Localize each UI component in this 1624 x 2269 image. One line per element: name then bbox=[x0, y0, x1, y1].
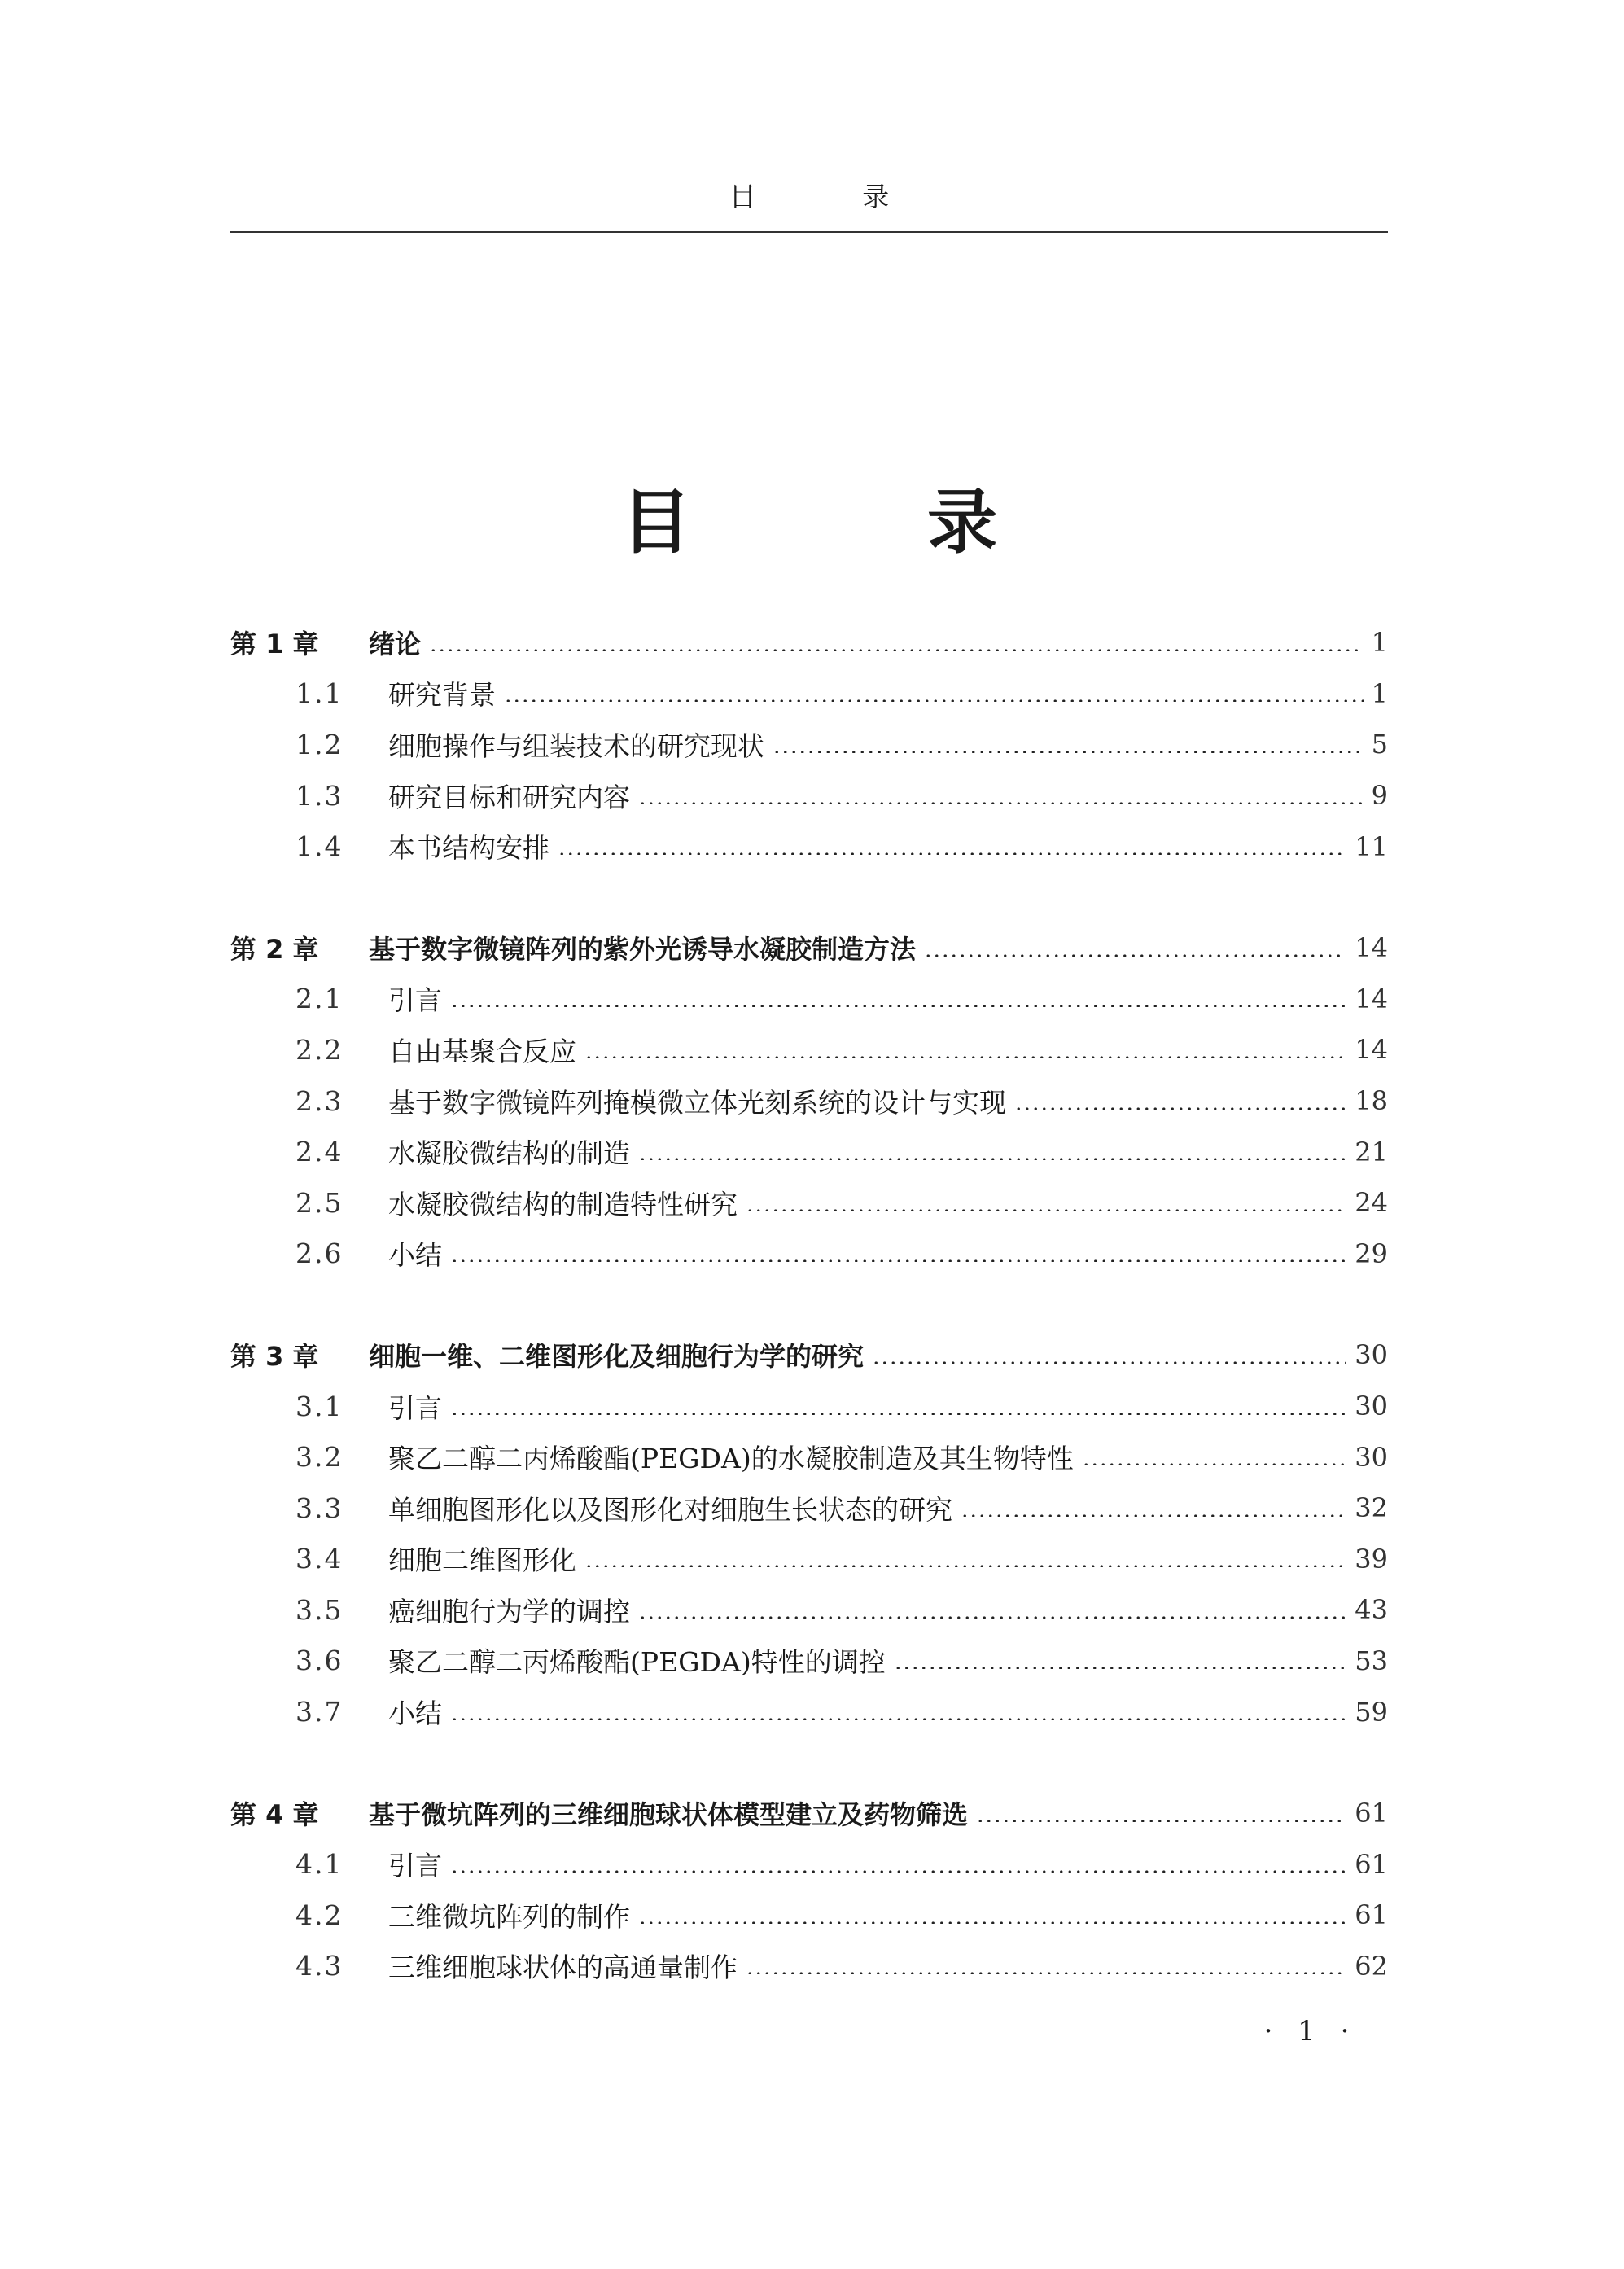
dot-leader bbox=[584, 1565, 1346, 1567]
dot-leader bbox=[638, 1616, 1346, 1619]
table-of-contents bbox=[230, 617, 1388, 1991]
chapter-title: 基于数字微镜阵列的紫外光诱导水凝胶制造方法 bbox=[369, 934, 917, 966]
dot-leader bbox=[924, 954, 1346, 957]
section-number: 3.3 bbox=[295, 1491, 344, 1524]
toc-section-entry[interactable] bbox=[230, 1075, 1388, 1127]
section-page-number: 1 bbox=[1371, 677, 1388, 709]
section-title: 本书结构安排 bbox=[388, 832, 549, 865]
chapter-spacer bbox=[230, 1279, 1388, 1329]
toc-section-entry[interactable] bbox=[230, 1177, 1388, 1229]
chapter-number: 第 1 章 bbox=[230, 629, 319, 660]
chapter-number: 第 2 章 bbox=[230, 934, 319, 966]
section-title: 研究背景 bbox=[388, 679, 496, 712]
page-number: · 1 · bbox=[1263, 2015, 1358, 2048]
section-page-number: 5 bbox=[1371, 729, 1388, 760]
section-page-number: 61 bbox=[1355, 1848, 1388, 1880]
chapter-number: 第 3 章 bbox=[230, 1341, 319, 1373]
section-number: 2.3 bbox=[295, 1084, 344, 1117]
dot-leader bbox=[450, 1718, 1346, 1720]
dot-leader bbox=[450, 1870, 1346, 1873]
section-page-number: 11 bbox=[1355, 830, 1388, 862]
section-number: 1.4 bbox=[295, 830, 344, 863]
toc-section-entry[interactable] bbox=[230, 1584, 1388, 1636]
section-page-number: 61 bbox=[1355, 1899, 1388, 1931]
section-number: 3.6 bbox=[295, 1645, 344, 1677]
section-title: 单细胞图形化以及图形化对细胞生长状态的研究 bbox=[388, 1493, 952, 1526]
chapter-page-number: 30 bbox=[1355, 1339, 1388, 1371]
page-title: 目 录 bbox=[621, 482, 1103, 563]
section-number: 3.1 bbox=[295, 1390, 344, 1422]
section-title: 聚乙二醇二丙烯酸酯(PEGDA)的水凝胶制造及其生物特性 bbox=[388, 1443, 1074, 1475]
section-page-number: 29 bbox=[1355, 1237, 1388, 1269]
section-title: 引言 bbox=[388, 1850, 442, 1882]
dot-leader bbox=[584, 1056, 1346, 1058]
dot-leader bbox=[558, 852, 1346, 855]
dot-leader bbox=[638, 1158, 1346, 1160]
toc-section-entry[interactable] bbox=[230, 1686, 1388, 1737]
dot-leader bbox=[1082, 1463, 1347, 1465]
section-number: 1.3 bbox=[295, 779, 344, 812]
section-title: 引言 bbox=[388, 1391, 442, 1424]
chapter-title: 细胞一维、二维图形化及细胞行为学的研究 bbox=[369, 1341, 865, 1373]
dot-leader bbox=[450, 1259, 1346, 1262]
toc-chapter-entry[interactable] bbox=[230, 617, 1388, 668]
toc-section-entry[interactable] bbox=[230, 1431, 1388, 1483]
section-number: 2.6 bbox=[295, 1237, 344, 1270]
section-title: 水凝胶微结构的制造 bbox=[388, 1137, 630, 1170]
chapter-title: 基于微坑阵列的三维细胞球状体模型建立及药物筛选 bbox=[369, 1799, 969, 1831]
toc-section-entry[interactable] bbox=[230, 668, 1388, 720]
section-page-number: 14 bbox=[1355, 1034, 1388, 1066]
toc-section-entry[interactable] bbox=[230, 1838, 1388, 1890]
header-rule bbox=[230, 231, 1388, 233]
running-header: 目 录 bbox=[729, 181, 939, 212]
section-number: 4.2 bbox=[295, 1899, 344, 1931]
toc-section-entry[interactable] bbox=[230, 719, 1388, 770]
toc-section-entry[interactable] bbox=[230, 1534, 1388, 1585]
section-page-number: 24 bbox=[1355, 1187, 1388, 1219]
chapter-page-number: 61 bbox=[1355, 1798, 1388, 1829]
section-number: 1.2 bbox=[295, 728, 344, 760]
section-number: 2.5 bbox=[295, 1186, 344, 1219]
toc-section-entry[interactable] bbox=[230, 1229, 1388, 1280]
chapter-number: 第 4 章 bbox=[230, 1799, 319, 1831]
toc-chapter-entry[interactable] bbox=[230, 1788, 1388, 1839]
section-number: 3.5 bbox=[295, 1593, 344, 1626]
dot-leader bbox=[638, 802, 1364, 804]
chapter-page-number: 14 bbox=[1355, 932, 1388, 964]
dot-leader bbox=[450, 1413, 1346, 1415]
toc-section-entry[interactable] bbox=[230, 1941, 1388, 1992]
section-title: 细胞二维图形化 bbox=[388, 1544, 576, 1577]
toc-section-entry[interactable] bbox=[230, 1483, 1388, 1534]
section-page-number: 59 bbox=[1355, 1696, 1388, 1728]
section-page-number: 21 bbox=[1355, 1136, 1388, 1167]
chapter-page-number: 1 bbox=[1371, 627, 1388, 659]
section-title: 基于数字微镜阵列掩模微立体光刻系统的设计与实现 bbox=[388, 1086, 1006, 1119]
section-title: 细胞操作与组装技术的研究现状 bbox=[388, 729, 764, 762]
section-number: 2.4 bbox=[295, 1136, 344, 1168]
dot-leader bbox=[773, 751, 1364, 753]
section-page-number: 39 bbox=[1355, 1543, 1388, 1575]
dot-leader bbox=[504, 699, 1364, 702]
section-title: 小结 bbox=[388, 1239, 442, 1272]
section-number: 4.1 bbox=[295, 1848, 344, 1881]
section-number: 2.1 bbox=[295, 983, 344, 1015]
chapter-spacer bbox=[230, 872, 1388, 922]
section-title: 自由基聚合反应 bbox=[388, 1035, 576, 1067]
chapter-spacer bbox=[230, 1737, 1388, 1788]
section-number: 4.3 bbox=[295, 1950, 344, 1982]
section-title: 三维细胞球状体的高通量制作 bbox=[388, 1951, 738, 1984]
toc-section-entry[interactable] bbox=[230, 1636, 1388, 1687]
section-page-number: 43 bbox=[1355, 1594, 1388, 1626]
toc-chapter-entry[interactable] bbox=[230, 1329, 1388, 1381]
dot-leader bbox=[961, 1514, 1346, 1517]
section-number: 1.1 bbox=[295, 677, 344, 710]
section-page-number: 30 bbox=[1355, 1441, 1388, 1473]
section-page-number: 14 bbox=[1355, 983, 1388, 1014]
section-page-number: 18 bbox=[1355, 1085, 1388, 1117]
toc-section-entry[interactable] bbox=[230, 1381, 1388, 1432]
toc-chapter-entry[interactable] bbox=[230, 922, 1388, 974]
toc-section-entry[interactable] bbox=[230, 974, 1388, 1025]
chapter-title: 绪论 bbox=[369, 629, 422, 660]
dot-leader bbox=[894, 1667, 1347, 1669]
section-page-number: 9 bbox=[1371, 780, 1388, 812]
section-number: 3.7 bbox=[295, 1696, 344, 1728]
section-number: 2.2 bbox=[295, 1033, 344, 1066]
section-title: 引言 bbox=[388, 984, 442, 1017]
section-title: 三维微坑阵列的制作 bbox=[388, 1900, 630, 1933]
section-title: 聚乙二醇二丙烯酸酯(PEGDA)特性的调控 bbox=[388, 1646, 886, 1679]
toc-section-entry[interactable] bbox=[230, 1024, 1388, 1075]
toc-section-entry[interactable] bbox=[230, 1126, 1388, 1177]
toc-section-entry[interactable] bbox=[230, 770, 1388, 821]
section-number: 3.4 bbox=[295, 1543, 344, 1575]
dot-leader bbox=[1014, 1107, 1346, 1110]
section-title: 研究目标和研究内容 bbox=[388, 781, 630, 813]
section-page-number: 53 bbox=[1355, 1645, 1388, 1676]
section-title: 小结 bbox=[388, 1697, 442, 1730]
dot-leader bbox=[746, 1972, 1346, 1974]
dot-leader bbox=[976, 1820, 1346, 1822]
section-title: 癌细胞行为学的调控 bbox=[388, 1595, 630, 1627]
section-title: 水凝胶微结构的制造特性研究 bbox=[388, 1188, 738, 1220]
section-page-number: 32 bbox=[1355, 1492, 1388, 1524]
toc-section-entry[interactable] bbox=[230, 1890, 1388, 1941]
dot-leader bbox=[638, 1921, 1346, 1924]
section-page-number: 30 bbox=[1355, 1391, 1388, 1422]
section-number: 3.2 bbox=[295, 1441, 344, 1474]
dot-leader bbox=[429, 649, 1364, 651]
toc-section-entry[interactable] bbox=[230, 821, 1388, 872]
dot-leader bbox=[450, 1005, 1346, 1007]
dot-leader bbox=[872, 1361, 1346, 1364]
dot-leader bbox=[746, 1209, 1346, 1211]
section-page-number: 62 bbox=[1355, 1950, 1388, 1982]
